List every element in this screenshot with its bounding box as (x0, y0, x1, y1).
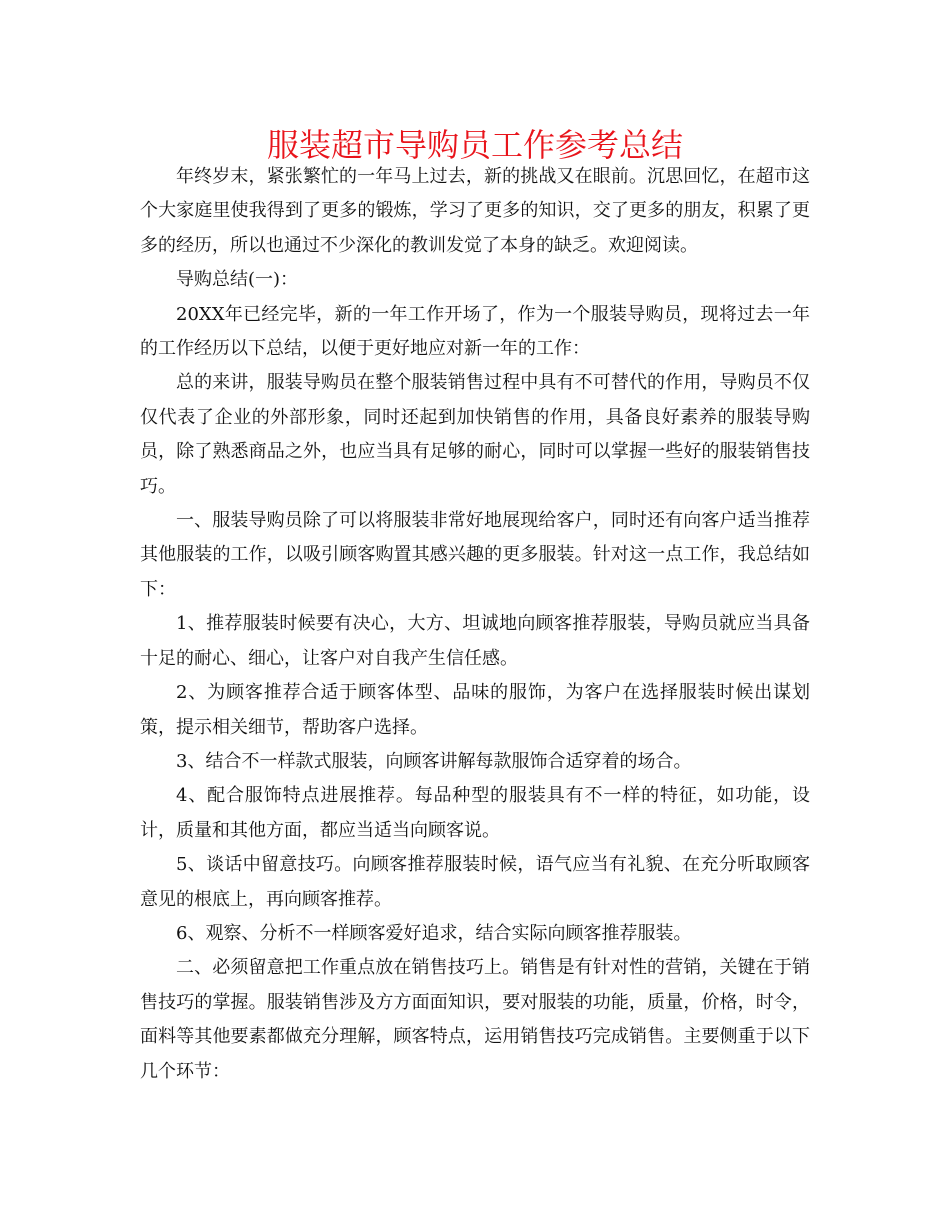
paragraph: 20XX年已经完毕，新的一年工作开场了，作为一个服装导购员，现将过去一年的工作经历以下总结，以便于更好地应对新一年的工作： (140, 303, 810, 360)
list-item: 4、配合服饰特点进展推荐。每品种型的服装具有不一样的特征，如功能，设计，质量和其他方面，都应当适当向顾客说。 (140, 785, 810, 841)
list-item: 6、观察、分析不一样顾客爱好追求，结合实际向顾客推荐服装。 (176, 922, 692, 944)
paragraph-intro: 年终岁末，紧张繁忙的一年马上过去，新的挑战又在眼前。沉思回忆，在超市这个大家庭里使我得到了更多的锻炼，学习了更多的知识，交了更多的朋友，积累了更多的经历，所以也通过不少深化的教训发觉了本身的缺乏。欢迎阅读。 (140, 166, 810, 256)
list-item: 1、推荐服装时候要有决心，大方、坦诚地向顾客推荐服装，导购员就应当具备十足的耐心、细心，让客户对自我产生信任感。 (140, 613, 810, 669)
paragraph: 一、服装导购员除了可以将服装非常好地展现给客户，同时还有向客户适当推荐其他服装的工作，以吸引顾客购置其感兴趣的更多服装。针对这一点工作，我总结如下： (140, 510, 810, 600)
paragraph-section-heading: 导购总结(一)： (176, 269, 299, 291)
list-item: 2、为顾客推荐合适于顾客体型、品味的服饰，为客户在选择服装时候出谋划策，提示相关细节，帮助客户选择。 (140, 682, 810, 738)
document-body (140, 160, 810, 1089)
paragraph: 总的来讲，服装导购员在整个服装销售过程中具有不可替代的作用，导购员不仅仅代表了企业的外部形象，同时还起到加快销售的作用，具备良好素养的服装导购员，除了熟悉商品之外，也应当具有足够的耐心，同时可以掌握一些好的服装销售技巧。 (140, 372, 810, 497)
paragraph: 二、必须留意把工作重点放在销售技巧上。销售是有针对性的营销，关键在于销售技巧的掌握。服装销售涉及方方面面知识，要对服装的功能，质量，价格，时令，面料等其他要素都做充分理解，顾客特点，运用销售技巧完成销售。主要侧重于以下几个环节： (140, 957, 810, 1082)
list-item: 3、结合不一样款式服装，向顾客讲解每款服饰合适穿着的场合。 (176, 750, 692, 772)
document-title: 服装超市导购员工作参考总结 (266, 126, 683, 164)
list-item: 5、谈话中留意技巧。向顾客推荐服装时候，语气应当有礼貌、在充分听取顾客意见的根底上，再向顾客推荐。 (140, 854, 810, 910)
